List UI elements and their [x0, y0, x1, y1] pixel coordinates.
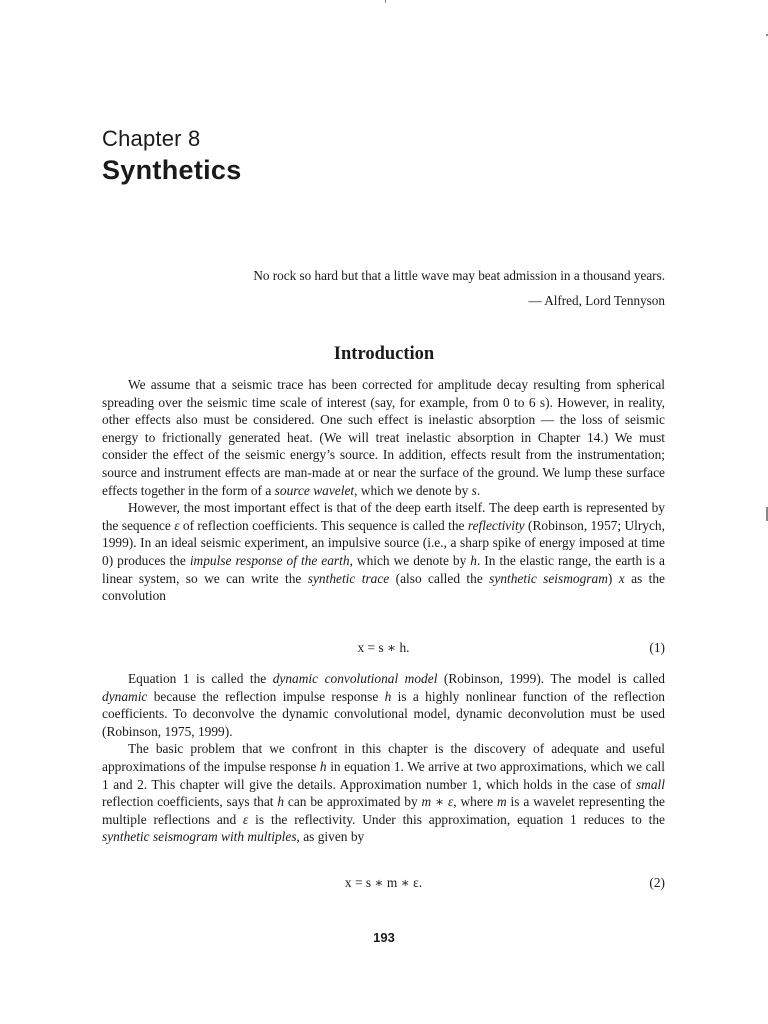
equation-number: (1): [649, 640, 665, 655]
page-number: 193: [373, 930, 395, 945]
chapter-title: Synthetics: [102, 155, 242, 185]
paragraph: However, the most important effect is that of the deep earth itself. The deep earth is represented by the sequence ε of reflection coefficients. This sequence is called the reflectivity (Robinson, 1957; Ulrych, 1999). In an ideal seismic experiment, an impulsive source (i.e., a sharp spike of energy imposed at time 0) produces the impulse response of the earth, which we denote by h. In the elastic range, the earth is a linear system, so we can write the synthetic trace (also called the synthetic seismogram) x as the convolution: [102, 500, 665, 604]
equation-2: [102, 874, 665, 892]
paragraph: Equation 1 is called the dynamic convolutional model (Robinson, 1999). The model is called dynamic because the reflection impulse response h is a highly nonlinear function of the reflection coefficients. To deconvolve the dynamic convolutional model, dynamic deconvolution must be used (Robinson, 1975, 1999).: [102, 671, 666, 739]
equation-expression: x = s ∗ m ∗ ε.: [344, 875, 423, 890]
paragraph: We assume that a seismic trace has been corrected for amplitude decay resulting from spherical spreading over the seismic time scale of interest (say, for example, from 0 to 6 s). However, in reality, other effects also must be considered. One such effect is inelastic absorption — the loss of seismic energy to frictionally generated heat. (We will treat inelastic absorption in Chapter 14.) We must consider the effect of the seismic energy’s source. In addition, effects result from the instrumentation; source and instrument effects are man-made at or near the surface of the ground. We lump these surface effects together in the form of a source wavelet, which we denote by s.: [102, 377, 665, 498]
equation-expression: x = s ∗ h.: [357, 640, 410, 655]
body-text-block: [102, 376, 665, 605]
scan-edge-mark: [385, 0, 386, 3]
chapter-label: Chapter 8: [102, 126, 201, 151]
section-heading: Introduction: [333, 344, 435, 364]
epigraph-quote: No rock so hard but that a little wave may beat admission in a thousand years.: [253, 268, 665, 283]
body-text-block: [102, 670, 665, 846]
epigraph-attribution: — Alfred, Lord Tennyson: [528, 293, 665, 308]
equation-number: (2): [649, 875, 665, 890]
paragraph: The basic problem that we confront in this chapter is the discovery of adequate and useful approximations of the impulse response h in equation 1. We arrive at two approximations, which we call 1 and 2. This chapter will give the details. Approximation number 1, which holds in the case of small reflection coefficients, says that h can be approximated by m ∗ ε, where m is a wavelet representing the multiple reflections and ε is the reflectivity. Under this approximation, equation 1 reduces to the synthetic seismogram with multiples, as given by: [102, 741, 665, 845]
equation-1: [102, 639, 665, 657]
